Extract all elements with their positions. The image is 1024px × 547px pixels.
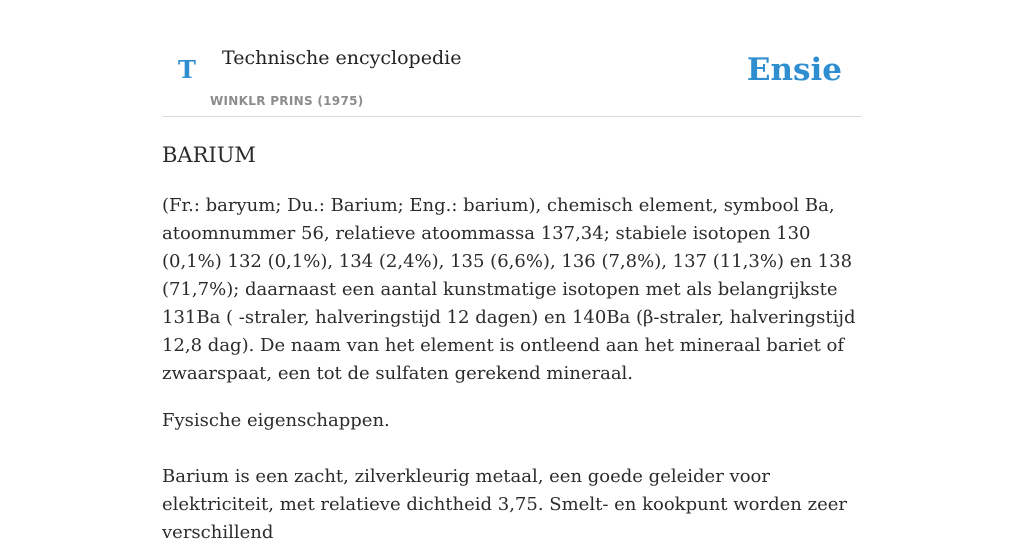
encyclopedia-logo-icon[interactable]: T <box>178 55 196 84</box>
entry-paragraph-physical: Barium is een zacht, zilverkleurig metaal, een goede geleider voor elektriciteit, met relatieve dichtheid 3,75. Smelt- en kookpunt worden zeer verschillend <box>162 466 847 543</box>
site-header <box>162 0 862 117</box>
section-heading-physical-properties: Fysische eigenschappen. <box>162 410 390 431</box>
page <box>162 0 862 543</box>
site-subtitle: WINKLR PRINS (1975) <box>210 94 364 108</box>
entry-paragraph-intro: (Fr.: baryum; Du.: Barium; Eng.: barium), chemisch element, symbool Ba, atoomnummer 56, relatieve atoommassa 137,34; stabiele isotopen 130 (0,1%) 132 (0,1%), 134 (2,4%), 135 (6,6%), 136 (7,8%), 137 (11,3%) en 138 (71,7%); daarnaast een aantal kunstmatige isotopen met als belangrijkste 131Ba ( -straler, halveringstijd 12 dagen) en 140Ba (β-straler, halveringstijd 12,8 dag). De naam van het element is ontleend aan het mineraal bariet of zwaarspaat, een tot de sulfaten gerekend mineraal. <box>162 195 856 384</box>
site-title-link[interactable]: Technische encyclopedie <box>222 47 462 69</box>
ensie-logo-link[interactable]: Ensie <box>746 52 842 88</box>
entry-title: BARIUM <box>162 143 256 167</box>
